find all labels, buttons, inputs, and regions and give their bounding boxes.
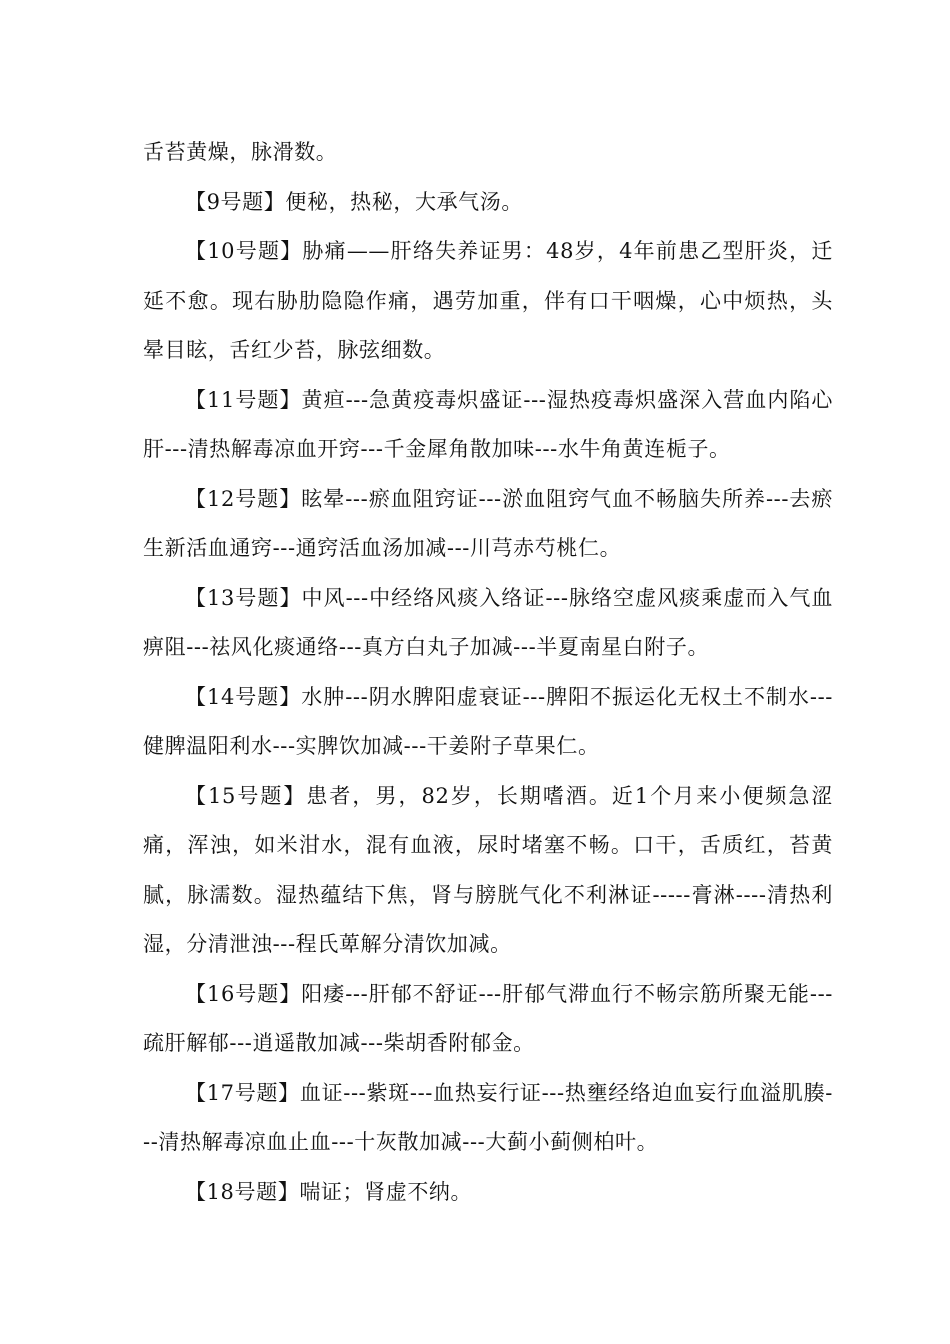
question-label: 【13号题】 (185, 585, 302, 610)
paragraph-continuation (143, 128, 833, 178)
document-body (143, 128, 833, 1217)
paragraph-text: 黄疸---急黄疫毒炽盛证---湿热疫毒炽盛深入营血内陷心肝---清热解毒凉血开窍---千金犀角散加味---水牛角黄连栀子。 (143, 387, 834, 461)
paragraph-question-13 (143, 574, 833, 673)
question-label: 【11号题】 (185, 387, 302, 412)
paragraph-text: 胁痛——肝络失养证男：48岁，4年前患乙型肝炎，迁延不愈。现右胁肋隐隐作痛，遇劳加重，伴有口干咽燥，心中烦热，头晕目眩，舌红少苔，脉弦细数。 (143, 239, 833, 362)
paragraph-text: 喘证；肾虚不纳。 (299, 1179, 473, 1204)
question-label: 【15号题】 (185, 783, 307, 808)
paragraph-text: 阳痿---肝郁不舒证---肝郁气滞血行不畅宗筋所聚无能---疏肝解郁---逍遥散加减---柴胡香附郁金。 (143, 981, 834, 1055)
paragraph-text: 患者，男，82岁，长期嗜酒。近1个月来小便频急涩痛，浑浊，如米泔水，混有血液，尿时堵塞不畅。口干，舌质红，苔黄腻，脉濡数。湿热蕴结下焦，肾与膀胱气化不利淋证-----膏淋----清热利湿，分清泄浊---程氏萆解分清饮加减。 (143, 783, 834, 956)
paragraph-question-10 (143, 227, 833, 376)
paragraph-question-17 (143, 1069, 833, 1168)
question-label: 【14号题】 (185, 684, 302, 709)
question-label: 【18号题】 (185, 1179, 300, 1204)
question-label: 【10号题】 (185, 239, 303, 263)
paragraph-text: 便秘，热秘，大承气汤。 (285, 189, 523, 214)
paragraph-text: 舌苔黄燥，脉滑数。 (143, 140, 338, 164)
paragraph-question-14 (143, 673, 833, 772)
paragraph-question-9 (143, 178, 833, 228)
question-label: 【9号题】 (185, 189, 286, 214)
paragraph-question-18 (143, 1168, 833, 1218)
paragraph-text: 血证---紫斑---血热妄行证---热壅经络迫血妄行血溢肌腠---清热解毒凉血止血---十灰散加减---大蓟小蓟侧柏叶。 (143, 1080, 833, 1154)
question-label: 【16号题】 (185, 981, 302, 1006)
question-label: 【12号题】 (185, 486, 302, 511)
paragraph-question-12 (143, 475, 833, 574)
paragraph-question-16 (143, 970, 833, 1069)
paragraph-question-11 (143, 376, 833, 475)
question-label: 【17号题】 (185, 1080, 300, 1105)
paragraph-text: 水肿---阴水脾阳虚衰证---脾阳不振运化无权土不制水---健脾温阳利水---实脾饮加减---干姜附子草果仁。 (143, 684, 834, 758)
paragraph-question-15 (143, 772, 833, 970)
paragraph-text: 中风---中经络风痰入络证---脉络空虚风痰乘虚而入气血痹阻---祛风化痰通络---真方白丸子加减---半夏南星白附子。 (143, 585, 834, 659)
paragraph-text: 眩晕---瘀血阻窍证---淤血阻窍气血不畅脑失所养---去瘀生新活血通窍---通窍活血汤加减---川芎赤芍桃仁。 (143, 486, 834, 560)
